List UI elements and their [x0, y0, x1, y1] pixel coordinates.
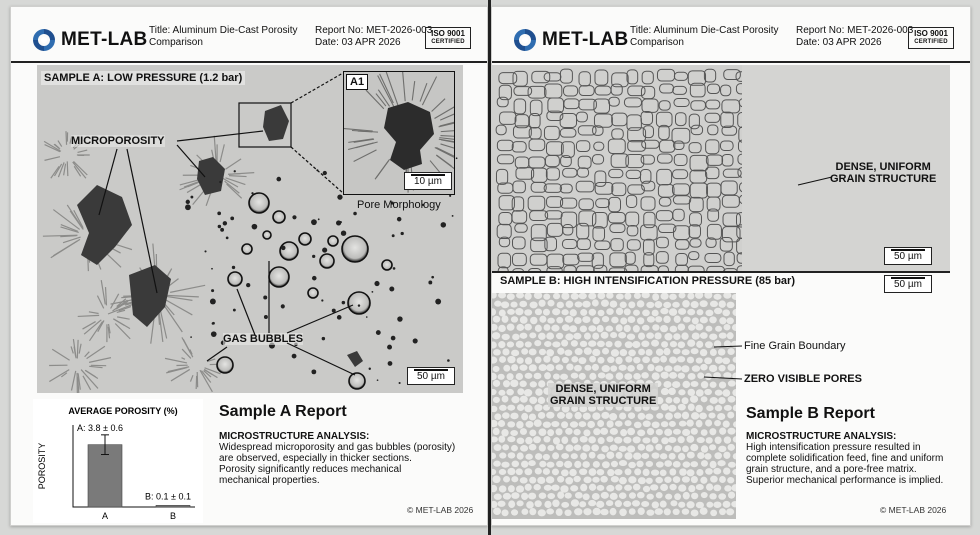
- iso-badge: [425, 27, 471, 49]
- report-date: Date: 03 APR 2026: [796, 37, 882, 48]
- brand-name: MET-LAB: [542, 29, 629, 50]
- inset-label: A1: [346, 74, 368, 90]
- sample-a-analysis-heading: MICROSTRUCTURE ANALYSIS:: [219, 431, 370, 442]
- report-number: Report No: MET-2026-003: [796, 25, 914, 36]
- micrograph-sample-a: [37, 65, 463, 393]
- report-sheet-a: [10, 6, 488, 526]
- copyright-b: © MET-LAB 2026: [880, 505, 947, 515]
- scale-bar-b-top: 50 µm: [884, 247, 932, 265]
- chart-tick-B: B: [169, 511, 177, 521]
- title-line-1: Title: Aluminum Die-Cast Porosity: [630, 25, 779, 36]
- chart-y-label: POROSITY: [37, 442, 47, 490]
- scale-bar-b-mid: 50 µm: [884, 275, 932, 293]
- label-zero-visible-pores: ZERO VISIBLE PORES: [744, 373, 862, 385]
- sample-a-analysis-text: [219, 442, 455, 486]
- copyright-a: © MET-LAB 2026: [407, 505, 474, 515]
- label-gas-bubbles: GAS BUBBLES: [223, 333, 304, 345]
- report-meta: [796, 25, 913, 49]
- porosity-chart-svg: [33, 399, 203, 523]
- analysis-line: mechanical properties.: [219, 475, 320, 486]
- iso-badge-top: ISO 9001: [431, 29, 465, 38]
- analysis-line: complete solidification feed, fine and uniform: [746, 453, 944, 464]
- analysis-line: Superior mechanical performance is implied.: [746, 475, 944, 486]
- report-meta: [315, 25, 432, 49]
- report-number: Report No: MET-2026-003: [315, 25, 433, 36]
- chart-tick-A: A: [101, 511, 109, 521]
- title-line-2: Comparison: [630, 37, 684, 48]
- analysis-line: Widespread microporosity and gas bubbles (porosity): [219, 442, 456, 453]
- report-header-b: [492, 7, 970, 63]
- report-header-a: [11, 7, 487, 63]
- iso-badge-bottom: CERTIFIED: [914, 39, 948, 45]
- analysis-line: High intensification pressure resulted in: [746, 442, 921, 453]
- sample-b-analysis-text: [746, 442, 943, 486]
- analysis-line: Porosity significantly reduces mechanical: [219, 464, 402, 475]
- brand-name: MET-LAB: [61, 29, 148, 50]
- micrograph-b-bottom: [492, 293, 736, 519]
- analysis-line: grain structure, and a pore-free matrix.: [746, 464, 917, 475]
- sample-a-report-title: Sample A Report: [219, 403, 347, 420]
- porosity-chart: [33, 399, 203, 523]
- inset-scale-bar: 10 µm: [404, 172, 452, 190]
- scale-bar-a: 50 µm: [407, 367, 455, 385]
- label-microporosity: MICROPOROSITY: [71, 135, 165, 147]
- chart-data-label-A: A: 3.8 ± 0.6: [77, 422, 123, 433]
- section-divider: [492, 271, 950, 273]
- chart-bar-B: [156, 505, 190, 507]
- analysis-line: are observed, especially in thicker sections.: [219, 453, 412, 464]
- met-lab-logo-icon: [31, 27, 57, 53]
- report-sheet-b: [491, 6, 971, 526]
- pore-morphology-caption: Pore Morphology: [357, 199, 441, 211]
- chart-data-label-B: B: 0.1 ± 0.1: [145, 491, 191, 502]
- chart-title: AVERAGE POROSITY (%): [68, 406, 178, 416]
- sample-b-title: SAMPLE B: HIGH INTENSIFICATION PRESSURE (85 bar): [500, 275, 795, 287]
- iso-badge-top: ISO 9001: [914, 29, 948, 38]
- inset-a1: [343, 71, 455, 195]
- title-line-2: Comparison: [149, 37, 203, 48]
- micrograph-b-top: [492, 65, 950, 271]
- sample-b-analysis-heading: MICROSTRUCTURE ANALYSIS:: [746, 431, 897, 442]
- iso-badge: [908, 27, 954, 49]
- iso-badge-bottom: CERTIFIED: [431, 39, 465, 45]
- report-title-block: [149, 25, 299, 49]
- report-date: Date: 03 APR 2026: [315, 37, 401, 48]
- title-line-1: Title: Aluminum Die-Cast Porosity: [149, 25, 298, 36]
- report-title-block: [630, 25, 780, 49]
- sample-a-title: SAMPLE A: LOW PRESSURE (1.2 bar): [41, 71, 245, 85]
- label-dense-grain-top: DENSE, UNIFORM GRAIN STRUCTURE: [830, 161, 937, 185]
- label-fine-grain-boundary: Fine Grain Boundary: [744, 340, 846, 352]
- label-dense-grain-bottom: DENSE, UNIFORM GRAIN STRUCTURE: [550, 383, 657, 407]
- met-lab-logo-icon: [512, 27, 538, 53]
- sample-b-report-title: Sample B Report: [746, 405, 875, 422]
